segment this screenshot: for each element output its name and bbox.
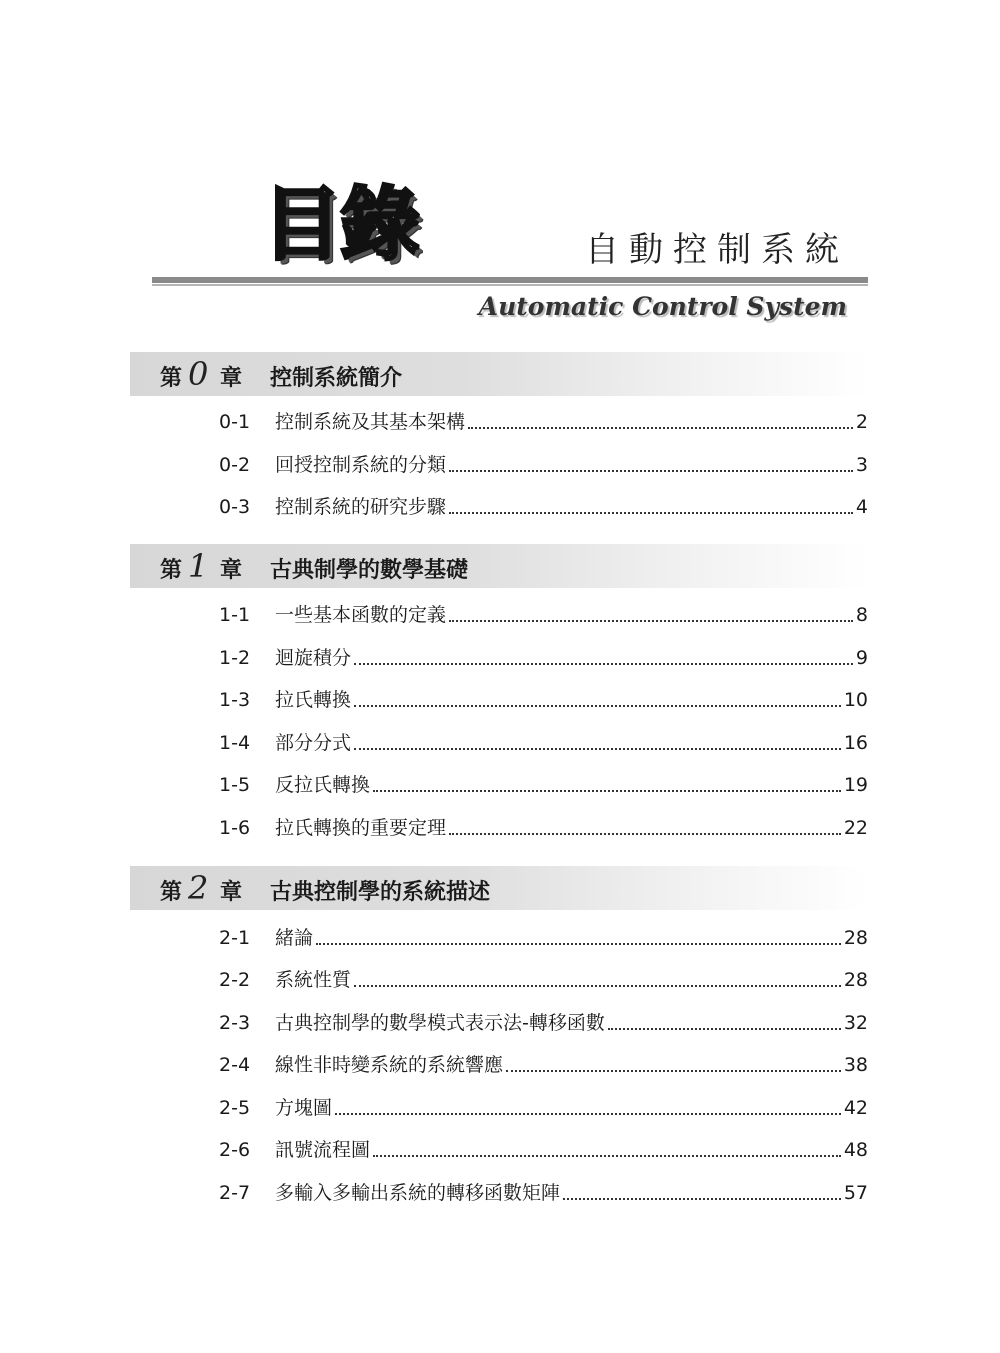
chapter-1-header[interactable] <box>130 544 868 588</box>
dot-leader <box>449 833 841 835</box>
dot-leader <box>449 512 853 514</box>
header-rule-shadow <box>152 284 868 286</box>
page-number: 2 <box>855 411 868 433</box>
page-number: 32 <box>843 1012 868 1034</box>
dot-leader <box>506 1070 841 1072</box>
section-title: 回授控制系統的分類 <box>275 454 447 476</box>
section-title: 反拉氏轉換 <box>275 774 371 796</box>
section-title: 一些基本函數的定義 <box>275 604 447 626</box>
section-title: 部分分式 <box>275 732 352 754</box>
section-title: 拉氏轉換 <box>275 689 352 711</box>
toc-entry-1-1[interactable] <box>219 600 868 628</box>
chapter-0-header[interactable] <box>130 352 868 396</box>
dot-leader <box>449 620 853 622</box>
chapter-title: 控制系統簡介 <box>270 366 403 391</box>
dot-leader <box>373 790 841 792</box>
dot-leader <box>373 1155 841 1157</box>
page-number: 4 <box>855 496 868 518</box>
section-number: 2-7 <box>219 1182 251 1204</box>
toc-entry-2-6[interactable] <box>219 1135 868 1163</box>
page-number: 38 <box>843 1054 868 1076</box>
toc-entry-2-2[interactable] <box>219 965 868 993</box>
page-number: 22 <box>843 817 868 839</box>
toc-entry-1-6[interactable] <box>219 813 868 841</box>
page-number: 10 <box>843 689 868 711</box>
chapter-prefix: 第 <box>160 558 183 583</box>
section-title: 多輸入多輸出系統的轉移函數矩陣 <box>275 1182 561 1204</box>
section-title: 方塊圖 <box>275 1097 333 1119</box>
page-number: 42 <box>843 1097 868 1119</box>
section-number: 1-4 <box>219 732 251 754</box>
chapter-number: 2 <box>188 869 209 907</box>
section-title: 拉氏轉換的重要定理 <box>275 817 447 839</box>
chapter-suffix: 章 <box>220 880 243 905</box>
chapter-2-header[interactable] <box>130 866 868 910</box>
toc-entry-2-3[interactable] <box>219 1008 868 1036</box>
page-number: 16 <box>843 732 868 754</box>
section-number: 1-1 <box>219 604 251 626</box>
section-number: 2-5 <box>219 1097 251 1119</box>
toc-entry-2-5[interactable] <box>219 1093 868 1121</box>
section-number: 1-5 <box>219 774 251 796</box>
section-number: 1-6 <box>219 817 251 839</box>
section-title: 控制系統及其基本架構 <box>275 411 466 433</box>
book-title: 自動控制系統 <box>585 230 849 270</box>
dot-leader <box>449 470 853 472</box>
toc-entry-1-2[interactable] <box>219 643 868 671</box>
toc-entry-2-4[interactable] <box>219 1050 868 1078</box>
dot-leader <box>608 1028 841 1030</box>
toc-entry-1-5[interactable] <box>219 770 868 798</box>
toc-entry-0-2[interactable] <box>219 450 868 478</box>
page-number: 8 <box>855 604 868 626</box>
section-number: 2-6 <box>219 1139 251 1161</box>
dot-leader <box>563 1198 841 1200</box>
section-number: 0-1 <box>219 411 251 433</box>
dot-leader <box>354 748 841 750</box>
section-title: 迴旋積分 <box>275 647 352 669</box>
dot-leader <box>468 427 853 429</box>
page-number: 57 <box>843 1182 868 1204</box>
section-number: 2-3 <box>219 1012 251 1034</box>
toc-entry-0-3[interactable] <box>219 492 868 520</box>
section-title: 線性非時變系統的系統響應 <box>275 1054 504 1076</box>
page-number: 19 <box>843 774 868 796</box>
section-number: 2-2 <box>219 969 251 991</box>
section-title: 控制系統的研究步驟 <box>275 496 447 518</box>
section-title: 古典控制學的數學模式表示法-轉移函數 <box>275 1012 605 1034</box>
chapter-suffix: 章 <box>220 366 243 391</box>
dot-leader <box>354 663 853 665</box>
english-subtitle: Automatic Control System <box>478 292 847 321</box>
chapter-title: 古典制學的數學基礎 <box>270 558 469 583</box>
chapter-number: 1 <box>188 547 209 585</box>
page-number: 28 <box>843 927 868 949</box>
dot-leader <box>354 985 841 987</box>
chapter-prefix: 第 <box>160 366 183 391</box>
toc-logo: 目錄 <box>262 178 418 271</box>
section-number: 2-1 <box>219 927 251 949</box>
chapter-prefix: 第 <box>160 880 183 905</box>
page-number: 3 <box>855 454 868 476</box>
toc-entry-2-7[interactable] <box>219 1178 868 1206</box>
chapter-title: 古典控制學的系統描述 <box>270 880 491 905</box>
section-title: 訊號流程圖 <box>275 1139 371 1161</box>
dot-leader <box>316 943 841 945</box>
page-number: 28 <box>843 969 868 991</box>
section-title: 系統性質 <box>275 969 352 991</box>
toc-entry-1-3[interactable] <box>219 685 868 713</box>
dot-leader <box>335 1113 841 1115</box>
toc-entry-1-4[interactable] <box>219 728 868 756</box>
chapter-suffix: 章 <box>220 558 243 583</box>
section-number: 0-2 <box>219 454 251 476</box>
page-number: 48 <box>843 1139 868 1161</box>
page-number: 9 <box>855 647 868 669</box>
section-title: 緒論 <box>275 927 314 949</box>
section-number: 1-3 <box>219 689 251 711</box>
section-number: 2-4 <box>219 1054 251 1076</box>
dot-leader <box>354 705 841 707</box>
section-number: 0-3 <box>219 496 251 518</box>
header-rule <box>152 277 868 283</box>
chapter-number: 0 <box>188 355 209 393</box>
toc-entry-2-1[interactable] <box>219 923 868 951</box>
toc-entry-0-1[interactable] <box>219 407 868 435</box>
section-number: 1-2 <box>219 647 251 669</box>
